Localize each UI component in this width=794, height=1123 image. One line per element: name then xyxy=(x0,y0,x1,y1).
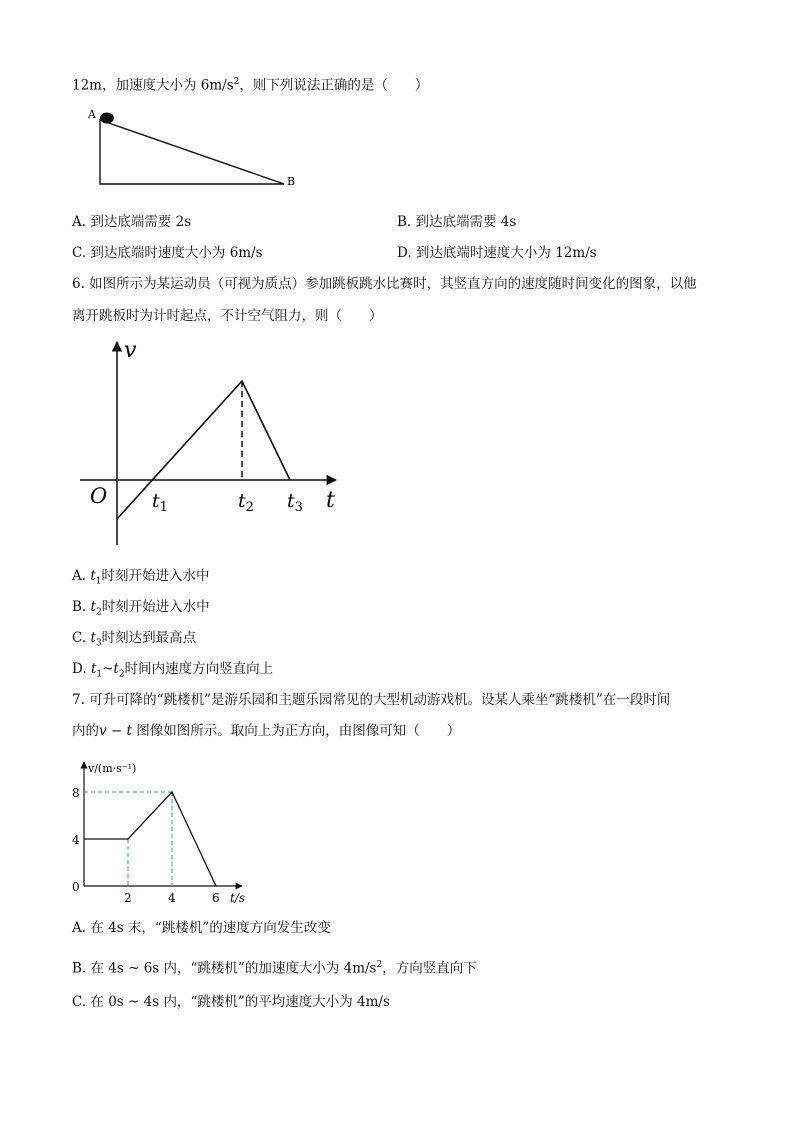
q7-xtick-4: 4 xyxy=(168,891,176,905)
q6-option-b: B. $t_2$时刻开始进入水中 xyxy=(72,599,210,618)
q7-option-b: B. 在 4s ~ 6s 内，“跳楼机”的加速度大小为 $4m/s^2$，方向竖直向下 xyxy=(72,960,477,977)
q5-option-c: C. 到达底端时速度大小为 6m/s xyxy=(72,245,263,261)
q5-option-b: B. 到达底端需要 4s xyxy=(397,214,517,230)
q7-xtick-6: 6 xyxy=(212,891,220,905)
q7-ytick-0: 0 xyxy=(72,880,80,894)
q5-stem-prefix: 12m，加速度大小为 6m/s xyxy=(72,77,234,94)
q6-t1-label: $t_1$ xyxy=(152,490,168,515)
q6-v-label: v xyxy=(124,338,137,363)
q5-option-d: D. 到达底端时速度大小为 12m/s xyxy=(397,245,597,261)
q6-t3-label: $t_3$ xyxy=(287,490,303,515)
q6-option-c: C. $t_3$时刻达到最高点 xyxy=(72,630,197,649)
q7-xtick-2: 2 xyxy=(124,891,132,905)
q7-stem-line1: 7. 可升可降的“跳楼机”是游乐园和主题乐园常见的大型机动游戏机。设某人乘坐“跳楼机”在一段时间 xyxy=(72,692,671,708)
q6-stem-line2: 离开跳板时为计时起点，不计空气阻力，则（ ） xyxy=(72,308,383,324)
q6-stem-line1: 6. 如图所示为某运动员（可视为质点）参加跳板跳水比赛时，其竖直方向的速度随时间变化的图象，以他 xyxy=(72,276,697,292)
q7-ytick-4: 4 xyxy=(72,833,80,847)
q7-option-a: A. 在 4s 末，“跳楼机”的速度方向发生改变 xyxy=(72,920,331,936)
q6-t2-label: $t_2$ xyxy=(238,490,254,515)
q7-ylabel: v/(m·s⁻¹) xyxy=(88,762,137,775)
q7-ytick-8: 8 xyxy=(72,786,80,800)
label-b: B xyxy=(287,175,296,188)
q6-origin-label: O xyxy=(90,484,108,508)
q5-stem-sup: 2 xyxy=(233,77,240,87)
q5-stem-suffix: ，则下列说法正确的是（ ） xyxy=(239,77,429,94)
q7-option-c: C. 在 0s ~ 4s 内，“跳楼机”的平均速度大小为 4m/s xyxy=(72,994,390,1010)
q7-stem-line2: 内的v − t 图像如图所示。取向上为正方向，由图像可知（ ） xyxy=(72,723,461,739)
q7-xlabel: t/s xyxy=(230,891,246,905)
q5-option-a: A. 到达底端需要 2s xyxy=(72,214,192,230)
q6-option-d: D. $t_1\sim t_2$时间内速度方向竖直向上 xyxy=(72,661,274,680)
label-a: A xyxy=(88,108,96,121)
q6-option-a: A. $t_1$时刻开始进入水中 xyxy=(72,568,210,587)
q6-t-label: t xyxy=(326,488,335,513)
q7-velocity-series xyxy=(84,792,216,886)
